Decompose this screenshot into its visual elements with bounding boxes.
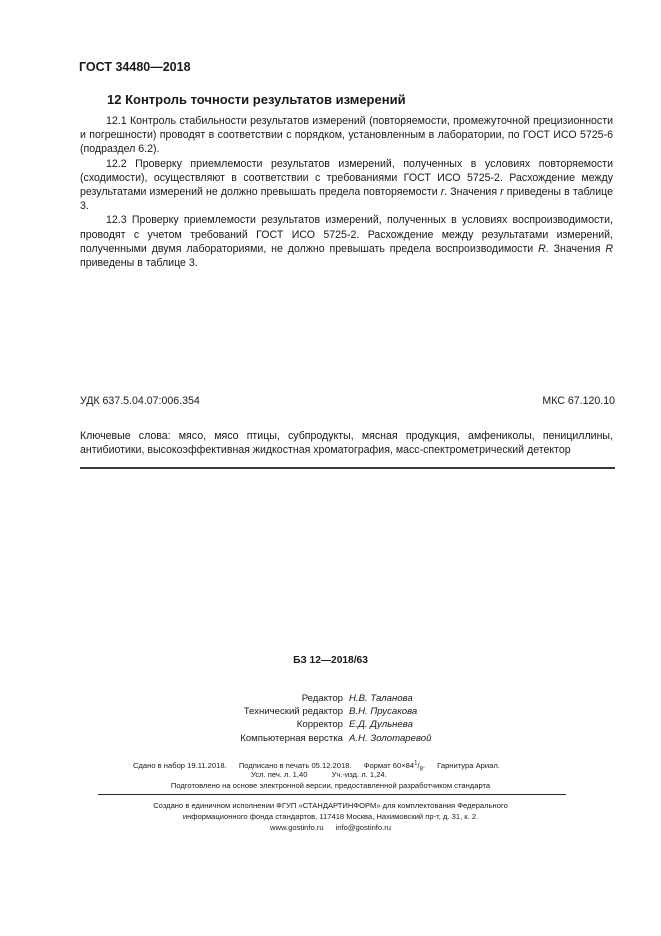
credit-name: А.Н. Золотаревой (349, 732, 432, 744)
paragraph-12-2-text-c: приведены в таблице 3. (80, 186, 613, 213)
format-numerator: 1 (414, 760, 418, 766)
credit-role: Компьютерная верстка (240, 732, 343, 744)
variable-R: R (538, 242, 546, 255)
paragraph-12-2 (80, 157, 613, 214)
credit-row (0, 705, 661, 718)
credit-row (0, 718, 661, 731)
imprint-divider (98, 794, 566, 795)
credit-name: В.Н. Прусакова (349, 706, 418, 718)
document-code: ГОСТ 34480—2018 (79, 60, 191, 74)
variable-r: r (500, 186, 504, 199)
section-body (80, 114, 613, 270)
signed-date: Подписано в печать 05.12.2018. (238, 760, 352, 770)
credit-role: Технический редактор (243, 706, 343, 718)
credit-role: Корректор (296, 719, 343, 731)
paragraph-12-3-text-b: . Значения (545, 242, 606, 255)
website-link[interactable]: www.gostinfo.ru (269, 823, 324, 833)
format-denominator: 8 (419, 766, 423, 773)
keywords: Ключевые слова: мясо, мясо птицы, субпродукты, мясная продукция, амфениколы, пенициллины, антибиотики, высокоэффективная жидкостная хроматография, масс-спектрометрический детектор (80, 430, 613, 457)
publisher-line: Создано в единичном исполнении ФГУП «СТАНДАРТИНФОРМ» для комплектования Федерального (153, 801, 508, 810)
paragraph-12-2-text-b: . Значения (444, 186, 501, 199)
variable-r: r (440, 186, 445, 199)
paragraph-12-3-text-a: 12.3 Проверку приемлемости результатов измерений, полученных в условиях воспроизводимости, проводят с учетом требований ГОСТ ИСО 5725-2. Расхождение между результатами измерений, полученными двумя лабораториями, не должно превышать предела воспроизводимости (80, 214, 613, 255)
paragraph-12-3 (80, 213, 613, 270)
paragraph-12-1: 12.1 Контроль стабильности результатов измерений (повторяемости, промежуточной прецизионности и погрешности) проводят в соответствии с порядком, установленным в лаборатории, по ГОСТ ИСО 5725-6 (подраздел 6.2). (80, 115, 613, 156)
format-suffix: . (422, 760, 426, 770)
publishing-sheets: Уч.-изд. л. 1,24. (331, 770, 387, 779)
publisher-info (0, 800, 661, 834)
publisher-contacts (0, 822, 661, 833)
paper-format: Формат $60\times 84^1/_8$. (363, 760, 426, 773)
keywords-divider (80, 467, 615, 469)
credit-row (0, 732, 661, 745)
variable-R: R (605, 242, 614, 255)
bz-number: БЗ 12—2018/63 (293, 655, 368, 666)
credit-row (0, 692, 661, 705)
typeface: Гарнитура Ариал. (437, 760, 500, 770)
paragraph-12-2-text-a: 12.2 Проверку приемлемости результатов измерений, полученных в условиях повторяемости (сходимости), осуществляют в соответствии с требованиями ГОСТ ИСО 5725-2. Расхождение между результатами измерений не должно превышать предела повторяемости (80, 157, 613, 199)
print-sheets: Усл. печ. л. 1,40 (251, 770, 308, 779)
prepared-note: Подготовлено на основе электронной версии, предоставленной разработчиком стандарта (170, 781, 491, 790)
submitted-date: Сдано в набор 19.11.2018. (133, 760, 227, 770)
credit-role: Редактор (301, 693, 343, 704)
email-link[interactable]: info@gostinfo.ru (335, 823, 392, 833)
imprint-line (251, 769, 409, 780)
mks-code: МКС 67.120.10 (542, 395, 615, 407)
paragraph-12-3-text-c: приведены в таблице 3. (80, 257, 198, 270)
section-title: 12 Контроль точности результатов измерений (107, 92, 406, 107)
credit-name: Н.В. Таланова (349, 693, 413, 704)
editorial-credits (0, 692, 661, 745)
publisher-line: информационного фонда стандартов, 117418 Москва, Нахимовский пр-т, д. 31, к. 2. (182, 812, 479, 822)
udk-code: УДК 637.5.04.07:006.354 (80, 395, 200, 407)
credit-name: Е.Д. Дульнева (349, 719, 413, 731)
format-prefix: Формат 60×84 (363, 760, 415, 770)
divider (80, 376, 615, 377)
